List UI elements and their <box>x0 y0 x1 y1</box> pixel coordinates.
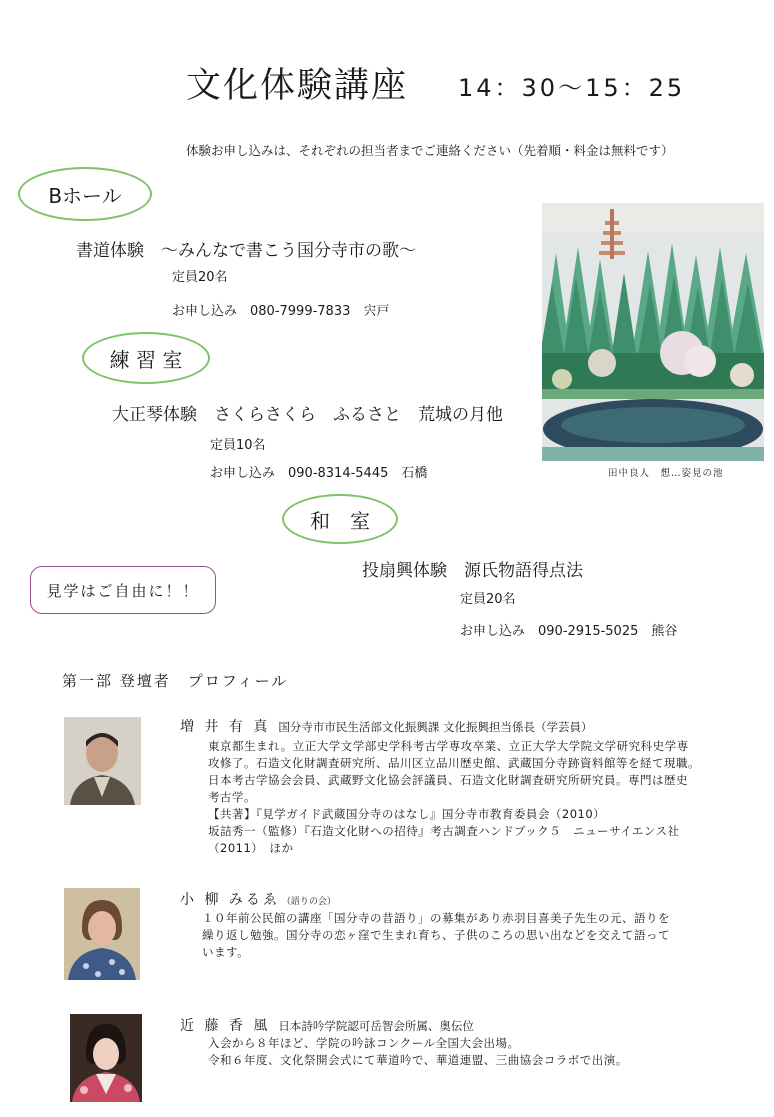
bio-line: 東京都生まれ。立正大学文学部史学科考古学専攻卒業、立正大学大学院文学研究科史学専 <box>208 739 689 753</box>
profile-name-kondo <box>180 1015 474 1035</box>
bio-line: 入会から８年ほど、学院の吟詠コンクール全国大会出場。 <box>208 1036 520 1050</box>
event-contact-tosenkyo: お申し込み 090-2915-5025 熊谷 <box>460 624 678 639</box>
profile-affiliation: 日本詩吟学院認可岳智会所属、奥伝位 <box>278 1019 474 1033</box>
bio-line: （2011） ほか <box>208 841 294 855</box>
event-contact-calligraphy: お申し込み 080-7999-7833 宍戸 <box>172 304 390 319</box>
venue-label-japanese-room: 和 室 <box>282 494 398 544</box>
profile-bio-masui <box>208 738 700 857</box>
profile-name-text: 小 柳 みるゑ <box>180 892 280 908</box>
avatar-kondo <box>70 1014 142 1102</box>
profile-affiliation: 国分寺市市民生活部文化振興課 文化振興担当係長（学芸員） <box>278 720 593 734</box>
person-photo-icon <box>70 1014 142 1102</box>
person-photo-icon <box>64 888 140 980</box>
event-title-taishogoto: 大正琴体験 さくらさくら ふるさと 荒城の月他 <box>112 405 503 425</box>
painting-forest-pond-icon <box>542 203 764 461</box>
application-notice: 体験お申し込みは、それぞれの担当者までご連絡ください（先着順・料金は無料です） <box>186 143 674 158</box>
bio-line: 攻修了。石造文化財調査研究所、品川区立品川歴史館、武蔵国分寺跡資料館等を経て現職。 <box>208 756 700 770</box>
bio-line: 繰り返し勉強。国分寺の恋ヶ窪で生まれ育ち、子供のころの思い出などを交えて語って <box>202 928 670 942</box>
person-photo-icon <box>64 717 141 805</box>
profile-name-koyanagi <box>180 889 336 909</box>
profile-bio-kondo <box>208 1035 628 1069</box>
painting-image <box>542 203 764 461</box>
free-visit-notice: 見学はご自由に！！ <box>30 566 216 614</box>
venue-label-practice-room: 練 習 室 <box>82 332 210 384</box>
bio-line: 坂詰秀一（監修）『石造文化財への招待』考古調査ハンドブック５ ニューサイエンス社 <box>208 824 680 838</box>
profile-name-masui <box>180 716 593 736</box>
profile-affiliation: （語りの会） <box>281 897 336 907</box>
avatar-masui <box>64 717 141 805</box>
bio-line: 【共著】『見学ガイド武蔵国分寺のはなし』国分寺市教育委員会（2010） <box>208 807 606 821</box>
event-capacity-calligraphy: 定員20名 <box>172 270 228 285</box>
page-title: 文化体験講座 <box>186 66 409 106</box>
bio-line: 日本考古学協会会員、武蔵野文化協会評議員、石造文化財調査研究所研究員。専門は歴史 <box>208 773 688 787</box>
event-title-tosenkyo: 投扇興体験 源氏物語得点法 <box>362 561 583 581</box>
profile-bio-koyanagi <box>202 910 670 961</box>
event-time: 14：30～15：25 <box>458 74 686 102</box>
event-contact-taishogoto: お申し込み 090-8314-5445 石橋 <box>210 466 428 481</box>
profile-name-text: 増 井 有 真 <box>180 719 271 735</box>
painting-caption: 田中良人 想…姿見の池 <box>608 468 724 479</box>
bio-line: います。 <box>202 945 250 959</box>
event-capacity-taishogoto: 定員10名 <box>210 438 266 453</box>
bio-line: 考古学。 <box>208 790 256 804</box>
profile-name-text: 近 藤 香 風 <box>180 1018 271 1034</box>
venue-label-b-hall: Bホール <box>18 167 152 221</box>
event-title-calligraphy: 書道体験 ～みんなで書こう国分寺市の歌～ <box>76 241 416 261</box>
bio-line: 令和６年度、文化祭開会式にて華道吟で、華道連盟、三曲協会コラボで出演。 <box>208 1053 628 1067</box>
section-title-speakers: 第一部 登壇者 プロフィール <box>62 672 289 690</box>
avatar-koyanagi <box>64 888 140 980</box>
event-capacity-tosenkyo: 定員20名 <box>460 592 516 607</box>
bio-line: １０年前公民館の講座「国分寺の昔語り」の募集があり赤羽目喜美子先生の元、語りを <box>202 911 670 925</box>
